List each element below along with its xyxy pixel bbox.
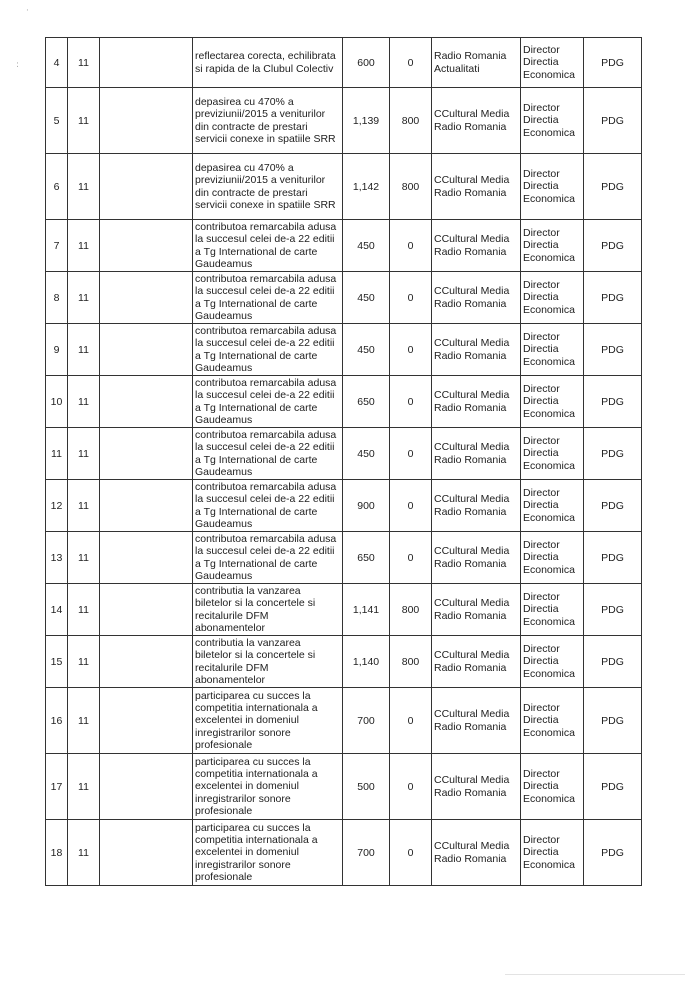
row-code: 11 — [68, 376, 100, 428]
row-department: CCultural Media Radio Romania — [432, 428, 521, 480]
row-department: CCultural Media Radio Romania — [432, 480, 521, 532]
scan-edge-line — [505, 974, 685, 975]
row-description: contributoa remarcabila adusa la succesul celei de-a 22 editii a Tg International de carte Gaudeamus — [193, 376, 343, 428]
table-row — [46, 220, 642, 272]
table-row — [46, 636, 642, 688]
row-description: participarea cu succes la competitia internationala a excelentei in domeniul inregistrarilor sonore profesionale — [193, 820, 343, 886]
row-amount: 600 — [343, 38, 390, 88]
row-description: contributia la vanzarea biletelor si la concertele si recitalurile DFM abonamentelor — [193, 584, 343, 636]
row-name — [100, 532, 193, 584]
row-name — [100, 636, 193, 688]
table-row — [46, 324, 642, 376]
row-approver: PDG — [584, 820, 642, 886]
row-department: CCultural Media Radio Romania — [432, 688, 521, 754]
table-row — [46, 376, 642, 428]
row-approver: PDG — [584, 154, 642, 220]
row-code: 11 — [68, 532, 100, 584]
table-row — [46, 88, 642, 154]
row-description: contributia la vanzarea biletelor si la concertele si recitalurile DFM abonamentelor — [193, 636, 343, 688]
row-name — [100, 688, 193, 754]
row-description: contributoa remarcabila adusa la succesul celei de-a 22 editii a Tg International de carte Gaudeamus — [193, 272, 343, 324]
row-code: 11 — [68, 324, 100, 376]
row-number: 17 — [46, 754, 68, 820]
table-row — [46, 480, 642, 532]
row-number: 5 — [46, 88, 68, 154]
row-function: Director Directia Economica — [521, 88, 584, 154]
row-amount-secondary: 800 — [390, 584, 432, 636]
table-row — [46, 154, 642, 220]
row-number: 11 — [46, 428, 68, 480]
row-number: 15 — [46, 636, 68, 688]
row-code: 11 — [68, 820, 100, 886]
row-function: Director Directia Economica — [521, 584, 584, 636]
row-name — [100, 88, 193, 154]
row-approver: PDG — [584, 754, 642, 820]
row-amount-secondary: 0 — [390, 38, 432, 88]
row-function: Director Directia Economica — [521, 688, 584, 754]
row-function: Director Directia Economica — [521, 532, 584, 584]
row-amount-secondary: 0 — [390, 324, 432, 376]
row-amount-secondary: 0 — [390, 688, 432, 754]
row-name — [100, 154, 193, 220]
row-description: participarea cu succes la competitia internationala a excelentei in domeniul inregistrarilor sonore profesionale — [193, 754, 343, 820]
row-number: 13 — [46, 532, 68, 584]
row-amount-secondary: 800 — [390, 88, 432, 154]
row-department: CCultural Media Radio Romania — [432, 584, 521, 636]
row-amount-secondary: 800 — [390, 636, 432, 688]
row-amount-secondary: 0 — [390, 754, 432, 820]
row-amount: 900 — [343, 480, 390, 532]
row-department: CCultural Media Radio Romania — [432, 636, 521, 688]
row-number: 6 — [46, 154, 68, 220]
row-approver: PDG — [584, 636, 642, 688]
row-amount-secondary: 0 — [390, 480, 432, 532]
row-number: 4 — [46, 38, 68, 88]
table-row — [46, 688, 642, 754]
row-number: 16 — [46, 688, 68, 754]
row-function: Director Directia Economica — [521, 820, 584, 886]
row-name — [100, 272, 193, 324]
row-amount: 650 — [343, 532, 390, 584]
row-amount: 700 — [343, 820, 390, 886]
table-row — [46, 754, 642, 820]
row-description: reflectarea corecta, echilibrata si rapida de la Clubul Colectiv — [193, 38, 343, 88]
bonus-table — [45, 37, 642, 886]
row-description: contributoa remarcabila adusa la succesul celei de-a 22 editii a Tg International de carte Gaudeamus — [193, 480, 343, 532]
row-amount: 1,142 — [343, 154, 390, 220]
row-function: Director Directia Economica — [521, 272, 584, 324]
row-approver: PDG — [584, 480, 642, 532]
row-amount-secondary: 0 — [390, 376, 432, 428]
row-amount-secondary: 0 — [390, 220, 432, 272]
row-department: CCultural Media Radio Romania — [432, 154, 521, 220]
row-number: 9 — [46, 324, 68, 376]
row-function: Director Directia Economica — [521, 480, 584, 532]
table-row — [46, 428, 642, 480]
row-amount-secondary: 0 — [390, 272, 432, 324]
row-amount: 450 — [343, 428, 390, 480]
row-code: 11 — [68, 88, 100, 154]
row-approver: PDG — [584, 376, 642, 428]
row-code: 11 — [68, 428, 100, 480]
row-department: CCultural Media Radio Romania — [432, 272, 521, 324]
row-department: CCultural Media Radio Romania — [432, 324, 521, 376]
row-name — [100, 480, 193, 532]
row-function: Director Directia Economica — [521, 754, 584, 820]
row-description: depasirea cu 470% a previziunii/2015 a veniturilor din contracte de prestari servicii conexe in spatiile SRR — [193, 154, 343, 220]
row-amount-secondary: 0 — [390, 820, 432, 886]
table-row — [46, 38, 642, 88]
row-amount-secondary: 0 — [390, 532, 432, 584]
row-approver: PDG — [584, 88, 642, 154]
row-description: depasirea cu 470% a previziunii/2015 a veniturilor din contracte de prestari servicii conexe in spatiile SRR — [193, 88, 343, 154]
row-amount: 450 — [343, 220, 390, 272]
row-amount: 700 — [343, 688, 390, 754]
row-function: Director Directia Economica — [521, 636, 584, 688]
row-number: 12 — [46, 480, 68, 532]
scan-mark: · — [26, 6, 29, 16]
row-approver: PDG — [584, 532, 642, 584]
row-department: CCultural Media Radio Romania — [432, 376, 521, 428]
row-amount-secondary: 0 — [390, 428, 432, 480]
row-name — [100, 220, 193, 272]
row-code: 11 — [68, 220, 100, 272]
row-amount: 650 — [343, 376, 390, 428]
row-function: Director Directia Economica — [521, 220, 584, 272]
table-row — [46, 272, 642, 324]
row-approver: PDG — [584, 688, 642, 754]
row-amount: 1,141 — [343, 584, 390, 636]
row-approver: PDG — [584, 584, 642, 636]
row-name — [100, 754, 193, 820]
row-name — [100, 428, 193, 480]
row-description: contributoa remarcabila adusa la succesul celei de-a 22 editii a Tg International de carte Gaudeamus — [193, 324, 343, 376]
row-description: contributoa remarcabila adusa la succesul celei de-a 22 editii a Tg International de carte Gaudeamus — [193, 220, 343, 272]
row-description: contributoa remarcabila adusa la succesul celei de-a 22 editii a Tg International de carte Gaudeamus — [193, 532, 343, 584]
row-code: 11 — [68, 584, 100, 636]
row-approver: PDG — [584, 324, 642, 376]
row-department: CCultural Media Radio Romania — [432, 820, 521, 886]
table-row — [46, 584, 642, 636]
table-row — [46, 532, 642, 584]
row-description: participarea cu succes la competitia internationala a excelentei in domeniul inregistrarilor sonore profesionale — [193, 688, 343, 754]
row-code: 11 — [68, 272, 100, 324]
row-amount: 450 — [343, 272, 390, 324]
row-number: 18 — [46, 820, 68, 886]
row-code: 11 — [68, 754, 100, 820]
row-amount: 500 — [343, 754, 390, 820]
row-department: CCultural Media Radio Romania — [432, 220, 521, 272]
row-approver: PDG — [584, 428, 642, 480]
row-function: Director Directia Economica — [521, 324, 584, 376]
row-code: 11 — [68, 480, 100, 532]
row-name — [100, 38, 193, 88]
row-amount: 450 — [343, 324, 390, 376]
row-amount: 1,140 — [343, 636, 390, 688]
row-number: 10 — [46, 376, 68, 428]
row-function: Director Directia Economica — [521, 376, 584, 428]
row-amount: 1,139 — [343, 88, 390, 154]
row-description: contributoa remarcabila adusa la succesul celei de-a 22 editii a Tg International de carte Gaudeamus — [193, 428, 343, 480]
scan-mark: : — [16, 60, 20, 70]
row-code: 11 — [68, 688, 100, 754]
row-department: CCultural Media Radio Romania — [432, 532, 521, 584]
row-department: CCultural Media Radio Romania — [432, 88, 521, 154]
row-function: Director Directia Economica — [521, 38, 584, 88]
row-approver: PDG — [584, 272, 642, 324]
row-function: Director Directia Economica — [521, 154, 584, 220]
row-number: 14 — [46, 584, 68, 636]
row-name — [100, 584, 193, 636]
row-approver: PDG — [584, 220, 642, 272]
row-number: 7 — [46, 220, 68, 272]
row-approver: PDG — [584, 38, 642, 88]
row-amount-secondary: 800 — [390, 154, 432, 220]
row-number: 8 — [46, 272, 68, 324]
row-code: 11 — [68, 154, 100, 220]
row-function: Director Directia Economica — [521, 428, 584, 480]
row-name — [100, 376, 193, 428]
row-name — [100, 820, 193, 886]
row-code: 11 — [68, 38, 100, 88]
table-row — [46, 820, 642, 886]
row-department: CCultural Media Radio Romania — [432, 754, 521, 820]
row-code: 11 — [68, 636, 100, 688]
row-department: Radio Romania Actualitati — [432, 38, 521, 88]
row-name — [100, 324, 193, 376]
